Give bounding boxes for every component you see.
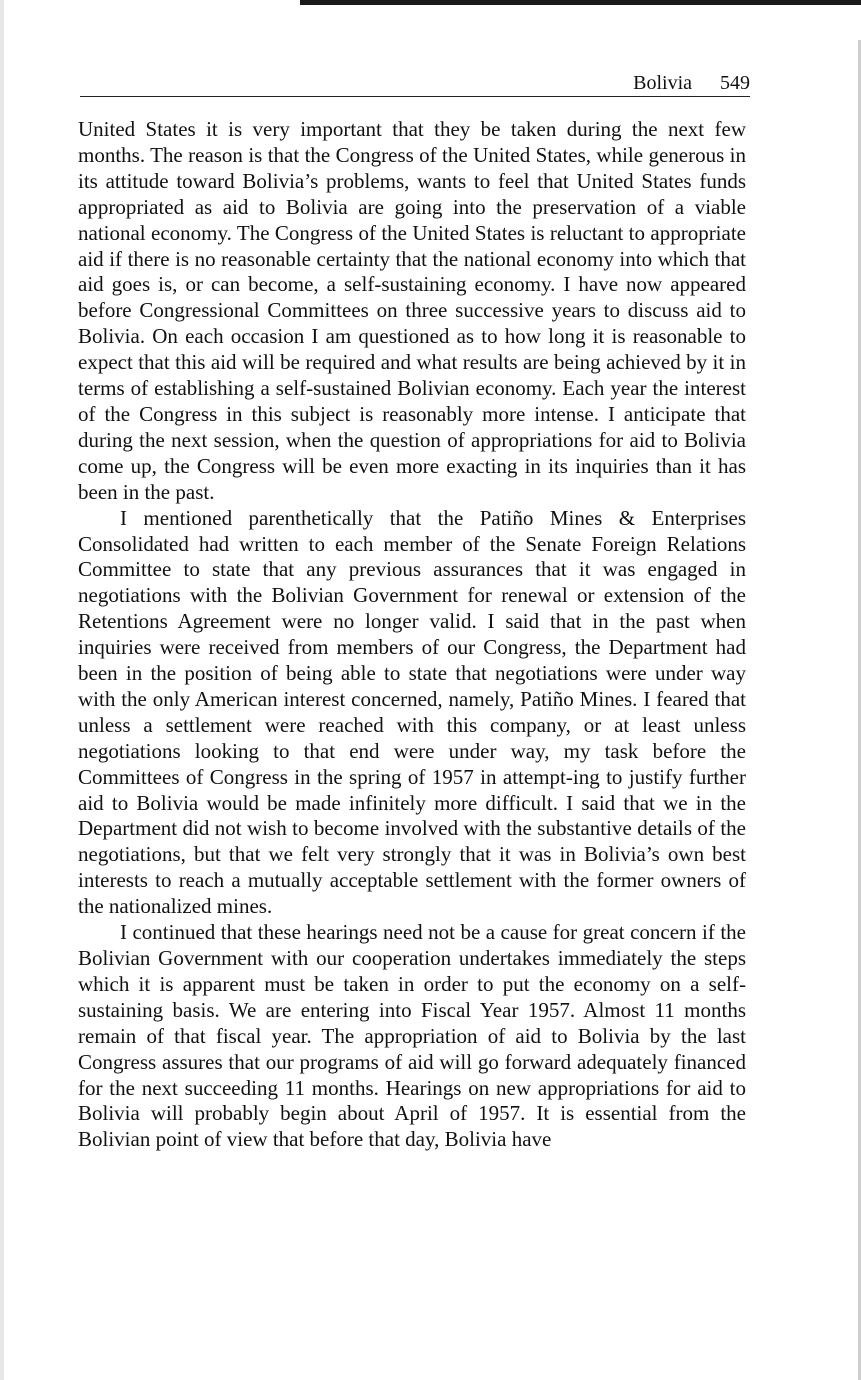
paragraph: I continued that these hearings need not be a cause for great concern if the Bolivian Government with our cooperation undertakes immediately the steps which it is apparent must be taken in order to put the economy on a self-sustaining basis. We are entering into Fiscal Year 1957. Almost 11 months remain of that fiscal year. The appropriation of aid to Bolivia by the last Congress assures that our programs of aid will go forward adequately financed for the next succeeding 11 months. Hearings on new appropriations for aid to Bolivia will probably begin about April of 1957. It is essential from the Bolivian point of view that before that day, Bolivia have <box>78 920 746 1152</box>
body-text <box>78 117 746 1153</box>
top-border-rule <box>0 0 861 5</box>
paragraph-continued: United States it is very important that they be taken during the next few months. The reason is that the Congress of the United States, while generous in its attitude toward Bolivia’s problems, wants to feel that United States funds appropriated as aid to Bolivia are going into the preservation of a viable national economy. The Congress of the United States is reluctant to appropriate aid if there is no reasonable certainty that the national economy into which that aid goes is, or can become, a self-sustaining economy. I have now appeared before Congressional Committees on three successive years to discuss aid to Bolivia. On each occasion I am questioned as to how long it is reasonable to expect that this aid will be required and what results are being achieved by it in terms of establishing a self-sustained Bolivian economy. Each year the interest of the Congress in this subject is reasonably more intense. I anticipate that during the next session, when the question of appropriations for aid to Bolivia come up, the Congress will be even more exacting in its inquiries than it has been in the past. <box>78 117 746 504</box>
paragraph: I mentioned parenthetically that the Patiño Mines & Enterprises Consolidated had written to each member of the Senate Foreign Relations Committee to state that any previous assurances that it was engaged in negotiations with the Bolivian Government for renewal or extension of the Retentions Agreement were no longer valid. I said that in the past when inquiries were received from members of our Congress, the Department had been in the position of being able to state that negotiations were under way with the only American interest concerned, namely, Patiño Mines. I feared that unless a settlement were reached with this company, or at least unless negotiations looking to that end were under way, my task before the Committees of Congress in the spring of 1957 in attempt-ing to justify further aid to Bolivia would be made infinitely more difficult. I said that we in the Department did not wish to become involved with the substantive details of the negotiations, but that we felt very strongly that it was in Bolivia’s own best interests to reach a mutually acceptable settlement with the former owners of the nationalized mines. <box>78 505 746 919</box>
running-title: Bolivia <box>633 72 692 94</box>
left-scan-edge <box>0 0 4 1380</box>
running-header <box>80 70 750 97</box>
page-number: 549 <box>720 72 750 94</box>
